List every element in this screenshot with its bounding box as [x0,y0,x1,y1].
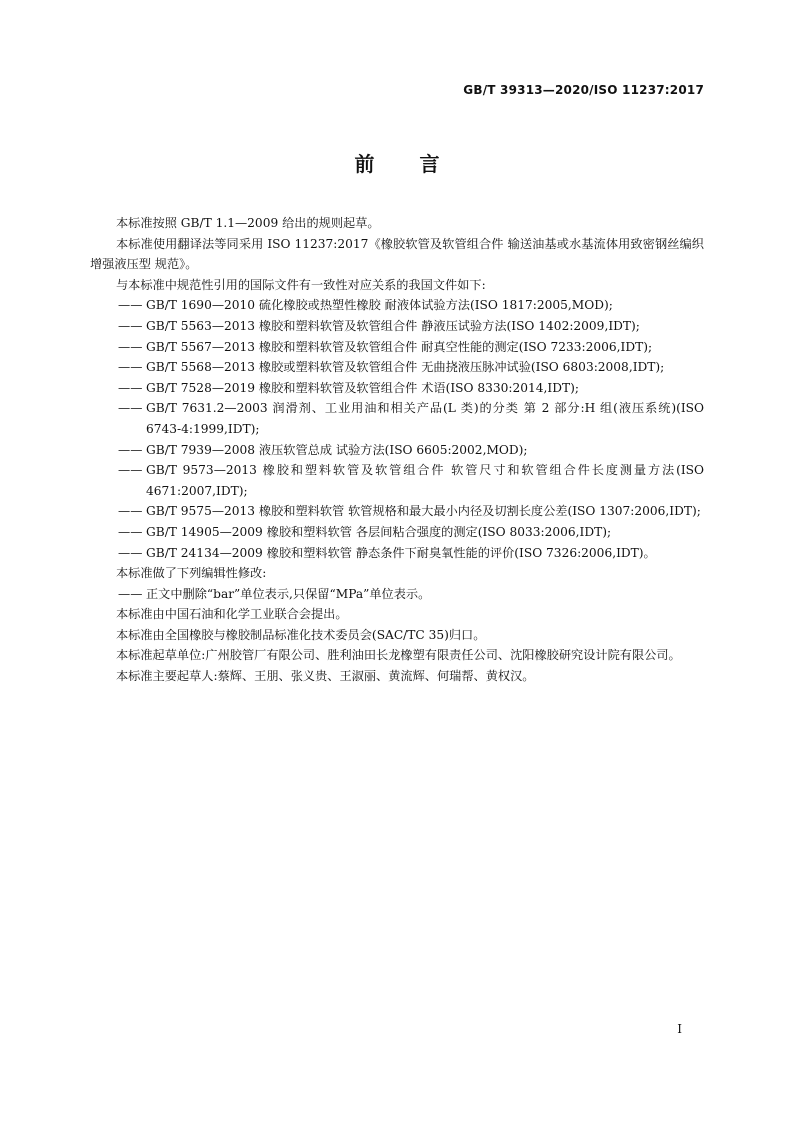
dash-marker: —— [118,380,143,395]
dash-marker: —— [118,339,143,354]
dash-marker: —— [118,463,143,478]
reference-item: —— GB/T 5563—2013 橡胶和塑料软管及软管组合件 静液压试验方法(ISO 1402:2009,IDT); [90,316,704,337]
reference-list [90,295,704,563]
paragraph-drafting-units: 本标准起草单位:广州胶管厂有限公司、胜利油田长龙橡塑有限责任公司、沈阳橡胶研究设计院有限公司。 [116,648,681,663]
paragraph-references-intro: 与本标准中规范性引用的国际文件有一致性对应关系的我国文件如下: [116,277,486,292]
page-number: I [677,1022,682,1036]
reference-item: —— GB/T 1690—2010 硫化橡胶或热塑性橡胶 耐液体试验方法(ISO 1817:2005,MOD); [90,295,704,316]
dash-marker: —— [118,318,143,333]
paragraph-proposer: 本标准由中国石油和化学工业联合会提出。 [116,607,348,622]
paragraph-committee: 本标准由全国橡胶与橡胶制品标准化技术委员会(SAC/TC 35)归口。 [116,627,486,642]
reference-item: —— GB/T 9575—2013 橡胶和塑料软管 软管规格和最大最小内径及切割长度公差(ISO 1307:2006,IDT); [90,501,704,522]
editorial-item: —— 正文中删除“bar”单位表示,只保留“MPa”单位表示。 [90,584,704,605]
dash-marker: —— [118,524,143,539]
paragraph-editorial-intro: 本标准做了下列编辑性修改: [116,566,267,581]
paragraph-drafters: 本标准主要起草人:蔡辉、王朋、张义贵、王淑丽、黄流辉、何瑞帮、黄权汉。 [116,669,535,684]
dash-marker: —— [118,545,143,560]
reference-item: —— GB/T 7528—2019 橡胶和塑料软管及软管组合件 术语(ISO 8330:2014,IDT); [90,378,704,399]
paragraph-adoption: 本标准使用翻译法等同采用 ISO 11237:2017《橡胶软管及软管组合件 输送油基或水基流体用致密钢丝编织增强液压型 规范》。 [90,236,704,272]
reference-item: —— GB/T 14905—2009 橡胶和塑料软管 各层间粘合强度的测定(ISO 8033:2006,IDT); [90,522,704,543]
dash-marker: —— [118,401,143,416]
reference-item: —— GB/T 7939—2008 液压软管总成 试验方法(ISO 6605:2002,MOD); [90,440,704,461]
dash-marker: —— [118,442,143,457]
dash-marker: —— [118,586,143,601]
reference-item: —— GB/T 5568—2013 橡胶或塑料软管及软管组合件 无曲挠液压脉冲试验(ISO 6803:2008,IDT); [90,357,704,378]
dash-marker: —— [118,360,143,375]
reference-item: —— GB/T 5567—2013 橡胶和塑料软管及软管组合件 耐真空性能的测定(ISO 7233:2006,IDT); [90,337,704,358]
reference-item: —— GB/T 7631.2—2003 润滑剂、工业用油和相关产品(L 类)的分类 第 2 部分:H 组(液压系统)(ISO 6743-4:1999,IDT); [90,398,704,439]
dash-marker: —— [118,504,143,519]
reference-item: —— GB/T 24134—2009 橡胶和塑料软管 静态条件下耐臭氧性能的评价(ISO 7326:2006,IDT)。 [90,543,704,564]
paragraph-drafting-rule: 本标准按照 GB/T 1.1—2009 给出的规则起草。 [116,216,380,230]
dash-marker: —— [118,298,143,313]
standard-code-header: GB/T 39313—2020/ISO 11237:2017 [463,83,704,97]
document-body [90,213,704,687]
page-title: 前 言 [354,152,440,176]
reference-item: —— GB/T 9573—2013 橡胶和塑料软管及软管组合件 软管尺寸和软管组合件长度测量方法(ISO 4671:2007,IDT); [90,460,704,501]
